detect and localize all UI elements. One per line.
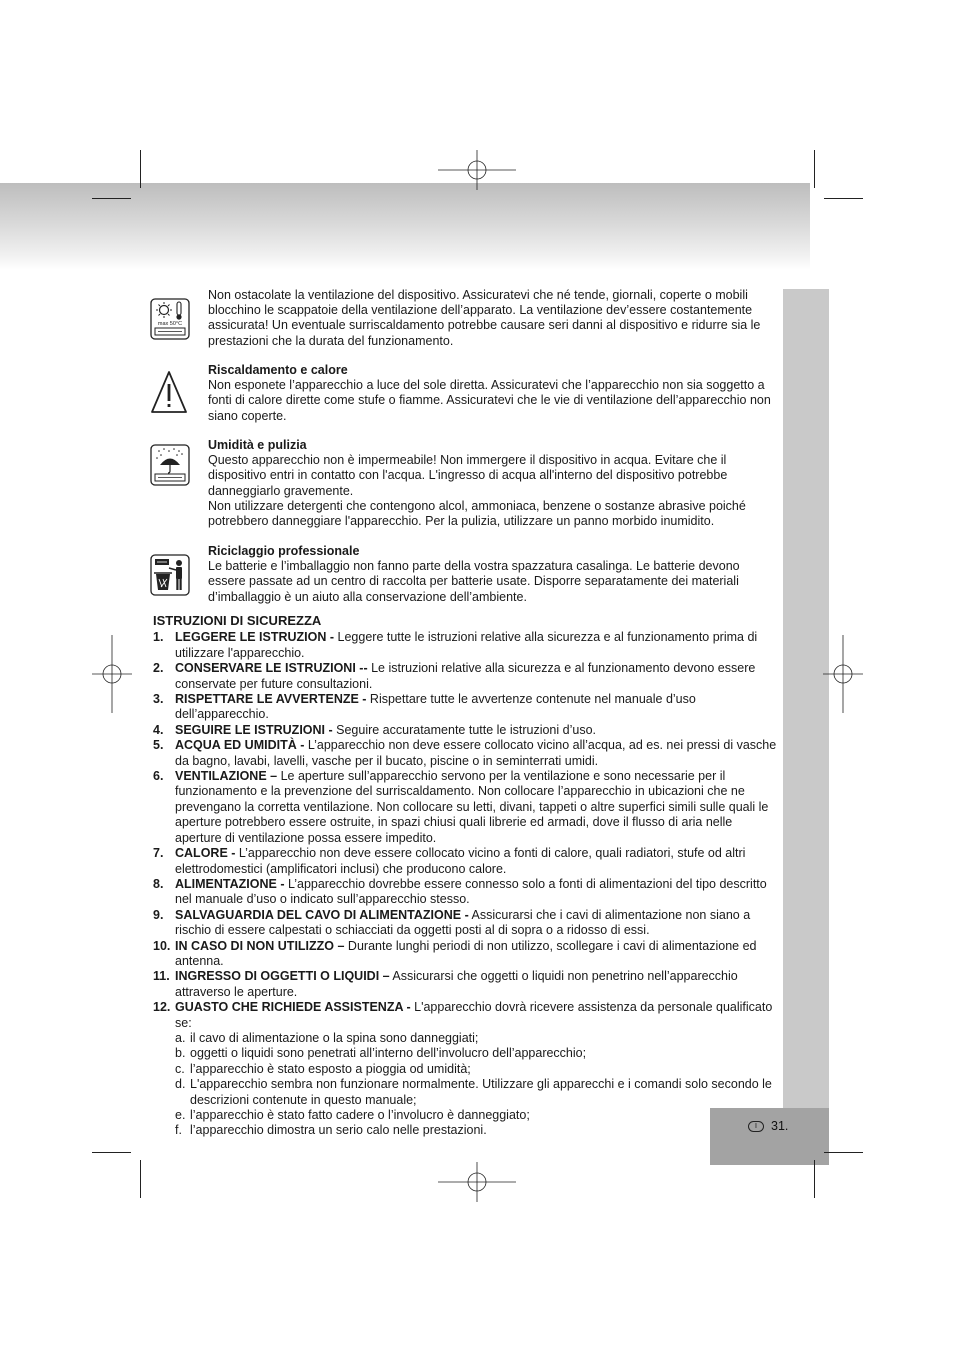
crop-mark	[92, 1152, 131, 1153]
list-item	[153, 877, 778, 908]
crop-mark	[814, 150, 815, 188]
list-item	[153, 630, 778, 661]
item-number: 12.	[153, 1000, 171, 1015]
item-text: Rispettare tutte le avvertenze contenute nel manuale d’uso dell’apparecchio.	[175, 692, 696, 722]
item-text: Leggere tutte le istruzioni relative alla sicurezza e al funzionamento prima di utilizzare l'apparecchio.	[175, 630, 758, 660]
item-text: L’apparecchio dovrebbe essere connesso solo a fonti di alimentazioni del tipo descritto nel manuale d’uso o indicato sull’apparecchio stesso.	[175, 876, 767, 907]
list-item	[153, 661, 778, 692]
item-number: 11.	[153, 969, 170, 984]
item-text: L’apparecchio non deve essere collocato vicino all’acqua, ad es. nei pressi di vasche da bagno, lavabi, lavelli, vasche per il bucato, piscine o in seminterrati umidi.	[175, 738, 777, 768]
notice-heading: Umidità e pulizia	[208, 438, 307, 452]
sub-item-text: il cavo di alimentazione o la spina sono danneggiati;	[190, 1030, 479, 1045]
list-item	[153, 723, 778, 738]
sub-item-letter: b.	[175, 1046, 186, 1061]
registration-target-icon	[438, 150, 516, 190]
item-label: LEGGERE LE ISTRUZION -	[175, 630, 335, 645]
item-label: SALVAGUARDIA DEL CAVO DI ALIMENTAZIONE -	[175, 907, 469, 922]
item-number: 9.	[153, 907, 164, 922]
list-item	[153, 969, 778, 1000]
item-label: IN CASO DI NON UTILIZZO –	[175, 938, 345, 953]
sub-item-letter: d.	[175, 1077, 186, 1092]
item-text: Assicurarsi che i cavi di alimentazione non siano a rischio di essere calpestati o schiacciati da oggetti posti al di sopra o a ridosso di essi.	[175, 907, 751, 938]
notice-heading: Riscaldamento e calore	[208, 363, 348, 377]
sub-item	[153, 1108, 778, 1123]
recycling-bin-icon	[150, 554, 190, 596]
sub-item-letter: e.	[175, 1108, 186, 1122]
item-text: L’apparecchio non deve essere collocato vicino a fonti di calore, quali radiatori, stufe od altri elettrodomestici (amplificatori inclusi) che producono calore.	[175, 846, 746, 876]
item-text: Le istruzioni relative alla sicurezza e al funzionamento devono essere conservate per future consultazioni.	[175, 661, 756, 691]
crop-mark	[92, 198, 131, 199]
item-text: Assicurarsi che oggetti o liquidi non penetrino nell’apparecchio attraverso le aperture.	[175, 969, 738, 999]
sub-item-text: oggetti o liquidi sono penetrati all’interno dell’involucro dell’apparecchio;	[190, 1046, 587, 1061]
crop-mark	[140, 1160, 141, 1198]
item-text: Seguire accuratamente tutte le istruzioni d’uso.	[332, 722, 596, 737]
sub-item-text: L'apparecchio sembra non funzionare normalmente. Utilizzare gli apparecchi e i comandi solo secondo le descrizioni contenute in questo manuale;	[190, 1077, 772, 1107]
item-number: 10.	[153, 938, 171, 953]
item-number: 8.	[153, 876, 164, 891]
item-number: 4.	[153, 722, 164, 737]
umbrella-rain-icon	[150, 444, 190, 486]
list-item	[153, 738, 778, 769]
list-item	[153, 939, 778, 970]
sub-item	[153, 1123, 778, 1138]
registration-target-icon	[823, 635, 863, 713]
registration-target-icon	[438, 1162, 516, 1202]
item-label: ALIMENTAZIONE -	[175, 876, 285, 891]
page-number-text: 31.	[771, 1119, 789, 1133]
item-text: L'apparecchio dovrà ricevere assistenza da personale qualificato se:	[175, 1000, 773, 1030]
section-title: ISTRUZIONI DI SICUREZZA	[153, 613, 322, 628]
item-text: Le aperture sull’apparecchio servono per la ventilazione e sono necessarie per il funzionamento e la prevenzione del surriscaldamento. Non collocare l’apparecchio in ubicazioni che ne prevengano la corretta ventilazione. Non collocare su letti, divani, tappeti o altre superfici simili sulle quali le aperture potrebbero essere ostruite, in spazi chiusi quali librerie ed armadi, dove il flusso di aria nelle aperture di ventilazione possa essere impedito.	[175, 769, 769, 845]
item-label: VENTILAZIONE –	[175, 769, 278, 784]
item-label: ACQUA ED UMIDITÀ -	[175, 738, 305, 753]
notice-paragraph: Non ostacolate la ventilazione del dispositivo. Assicuratevi che né tende, giornali, coperte o mobili blocchino le scappatoie della ventilazione dell’apparato. La ventilazione dev’essere costantemente assicurata! Un eventuale surriscaldamento potrebbe causare seri danni al dispositivo e ridurre sia le prestazioni che la durata del funzionamento.	[208, 288, 761, 348]
sub-item-text: l’apparecchio dimostra un serio calo nelle prestazioni.	[190, 1123, 487, 1138]
list-item	[153, 1000, 778, 1031]
recycling-notice	[208, 544, 780, 605]
ventilation-temperature-icon	[150, 298, 190, 340]
sub-item	[153, 1077, 778, 1108]
item-text: Durante lunghi periodi di non utilizzo, scollegare i cavi di alimentazione ed antenna.	[175, 938, 757, 968]
item-number: 2.	[153, 661, 164, 676]
notice-heading: Riciclaggio professionale	[208, 544, 360, 558]
humidity-notice	[208, 438, 780, 529]
sub-item-text: l’apparecchio è stato esposto a pioggia od umidità;	[190, 1061, 471, 1076]
language-badge: I	[748, 1121, 764, 1132]
sub-item	[153, 1046, 778, 1061]
registration-target-icon	[92, 635, 132, 713]
sub-item	[153, 1062, 778, 1077]
list-item	[153, 692, 778, 723]
item-number: 7.	[153, 846, 164, 861]
item-label: GUASTO CHE RICHIEDE ASSISTENZA -	[175, 1000, 411, 1015]
item-number: 3.	[153, 692, 164, 707]
ventilation-notice	[208, 288, 780, 349]
notice-paragraph: Non esponete l’apparecchio a luce del sole diretta. Assicuratevi che l’apparecchio non sia soggetto a fonti di calore dirette come stufe o fiamme. Assicuratevi che le vie di ventilazione dell’apparecchio non siano coperte.	[208, 378, 771, 423]
item-number: 6.	[153, 769, 164, 784]
sub-item-letter: f.	[175, 1123, 182, 1138]
sub-item-letter: a.	[175, 1030, 186, 1045]
header-band	[0, 183, 810, 270]
notice-paragraph: Le batterie e l’imballaggio non fanno parte della vostra spazzatura casalinga. Le batterie devono essere passate ad un centro di raccolta per batterie usate. Disporre separatamente dei materiali d’imballaggio è un aiuto alla conservazione dell’ambiente.	[208, 559, 740, 604]
sub-item-letter: c.	[175, 1061, 185, 1076]
crop-mark	[824, 1152, 863, 1153]
ventilation-icon-label: max 50°C	[157, 321, 183, 327]
warning-triangle-icon	[150, 370, 188, 414]
item-number: 1.	[153, 630, 164, 645]
sub-item	[153, 1031, 778, 1046]
item-label: INGRESSO DI OGGETTI O LIQUIDI –	[175, 969, 390, 984]
crop-mark	[814, 1160, 815, 1198]
heat-notice	[208, 363, 780, 424]
list-item	[153, 846, 778, 877]
item-number: 5.	[153, 738, 164, 753]
item-label: CONSERVARE LE ISTRUZIONI --	[175, 661, 368, 676]
notice-paragraph: Questo apparecchio non è impermeabile! Non immergere il dispositivo in acqua. Evitare che il dispositivo entri in contatto con l'acqua. L'ingresso di acqua all'interno del dispositivo potrebbe danneggiarlo gravemente.	[208, 453, 728, 498]
list-item	[153, 908, 778, 939]
item-label: RISPETTARE LE AVVERTENZE -	[175, 692, 367, 707]
crop-mark	[140, 150, 141, 188]
sub-item-text: l’apparecchio è stato fatto cadere o l’involucro è danneggiato;	[190, 1108, 530, 1122]
crop-mark	[824, 198, 863, 199]
list-item	[153, 769, 778, 846]
item-label: SEGUIRE LE ISTRUZIONI -	[175, 722, 333, 737]
safety-instructions	[153, 613, 778, 1139]
item-label: CALORE -	[175, 846, 236, 861]
notice-paragraph: Non utilizzare detergenti che contengono alcol, ammoniaca, benzene o sostanze abrasive poiché potrebbero danneggiare l'apparecchio. Per la pulizia, utilizzare un panno morbido inumidito.	[208, 498, 746, 529]
